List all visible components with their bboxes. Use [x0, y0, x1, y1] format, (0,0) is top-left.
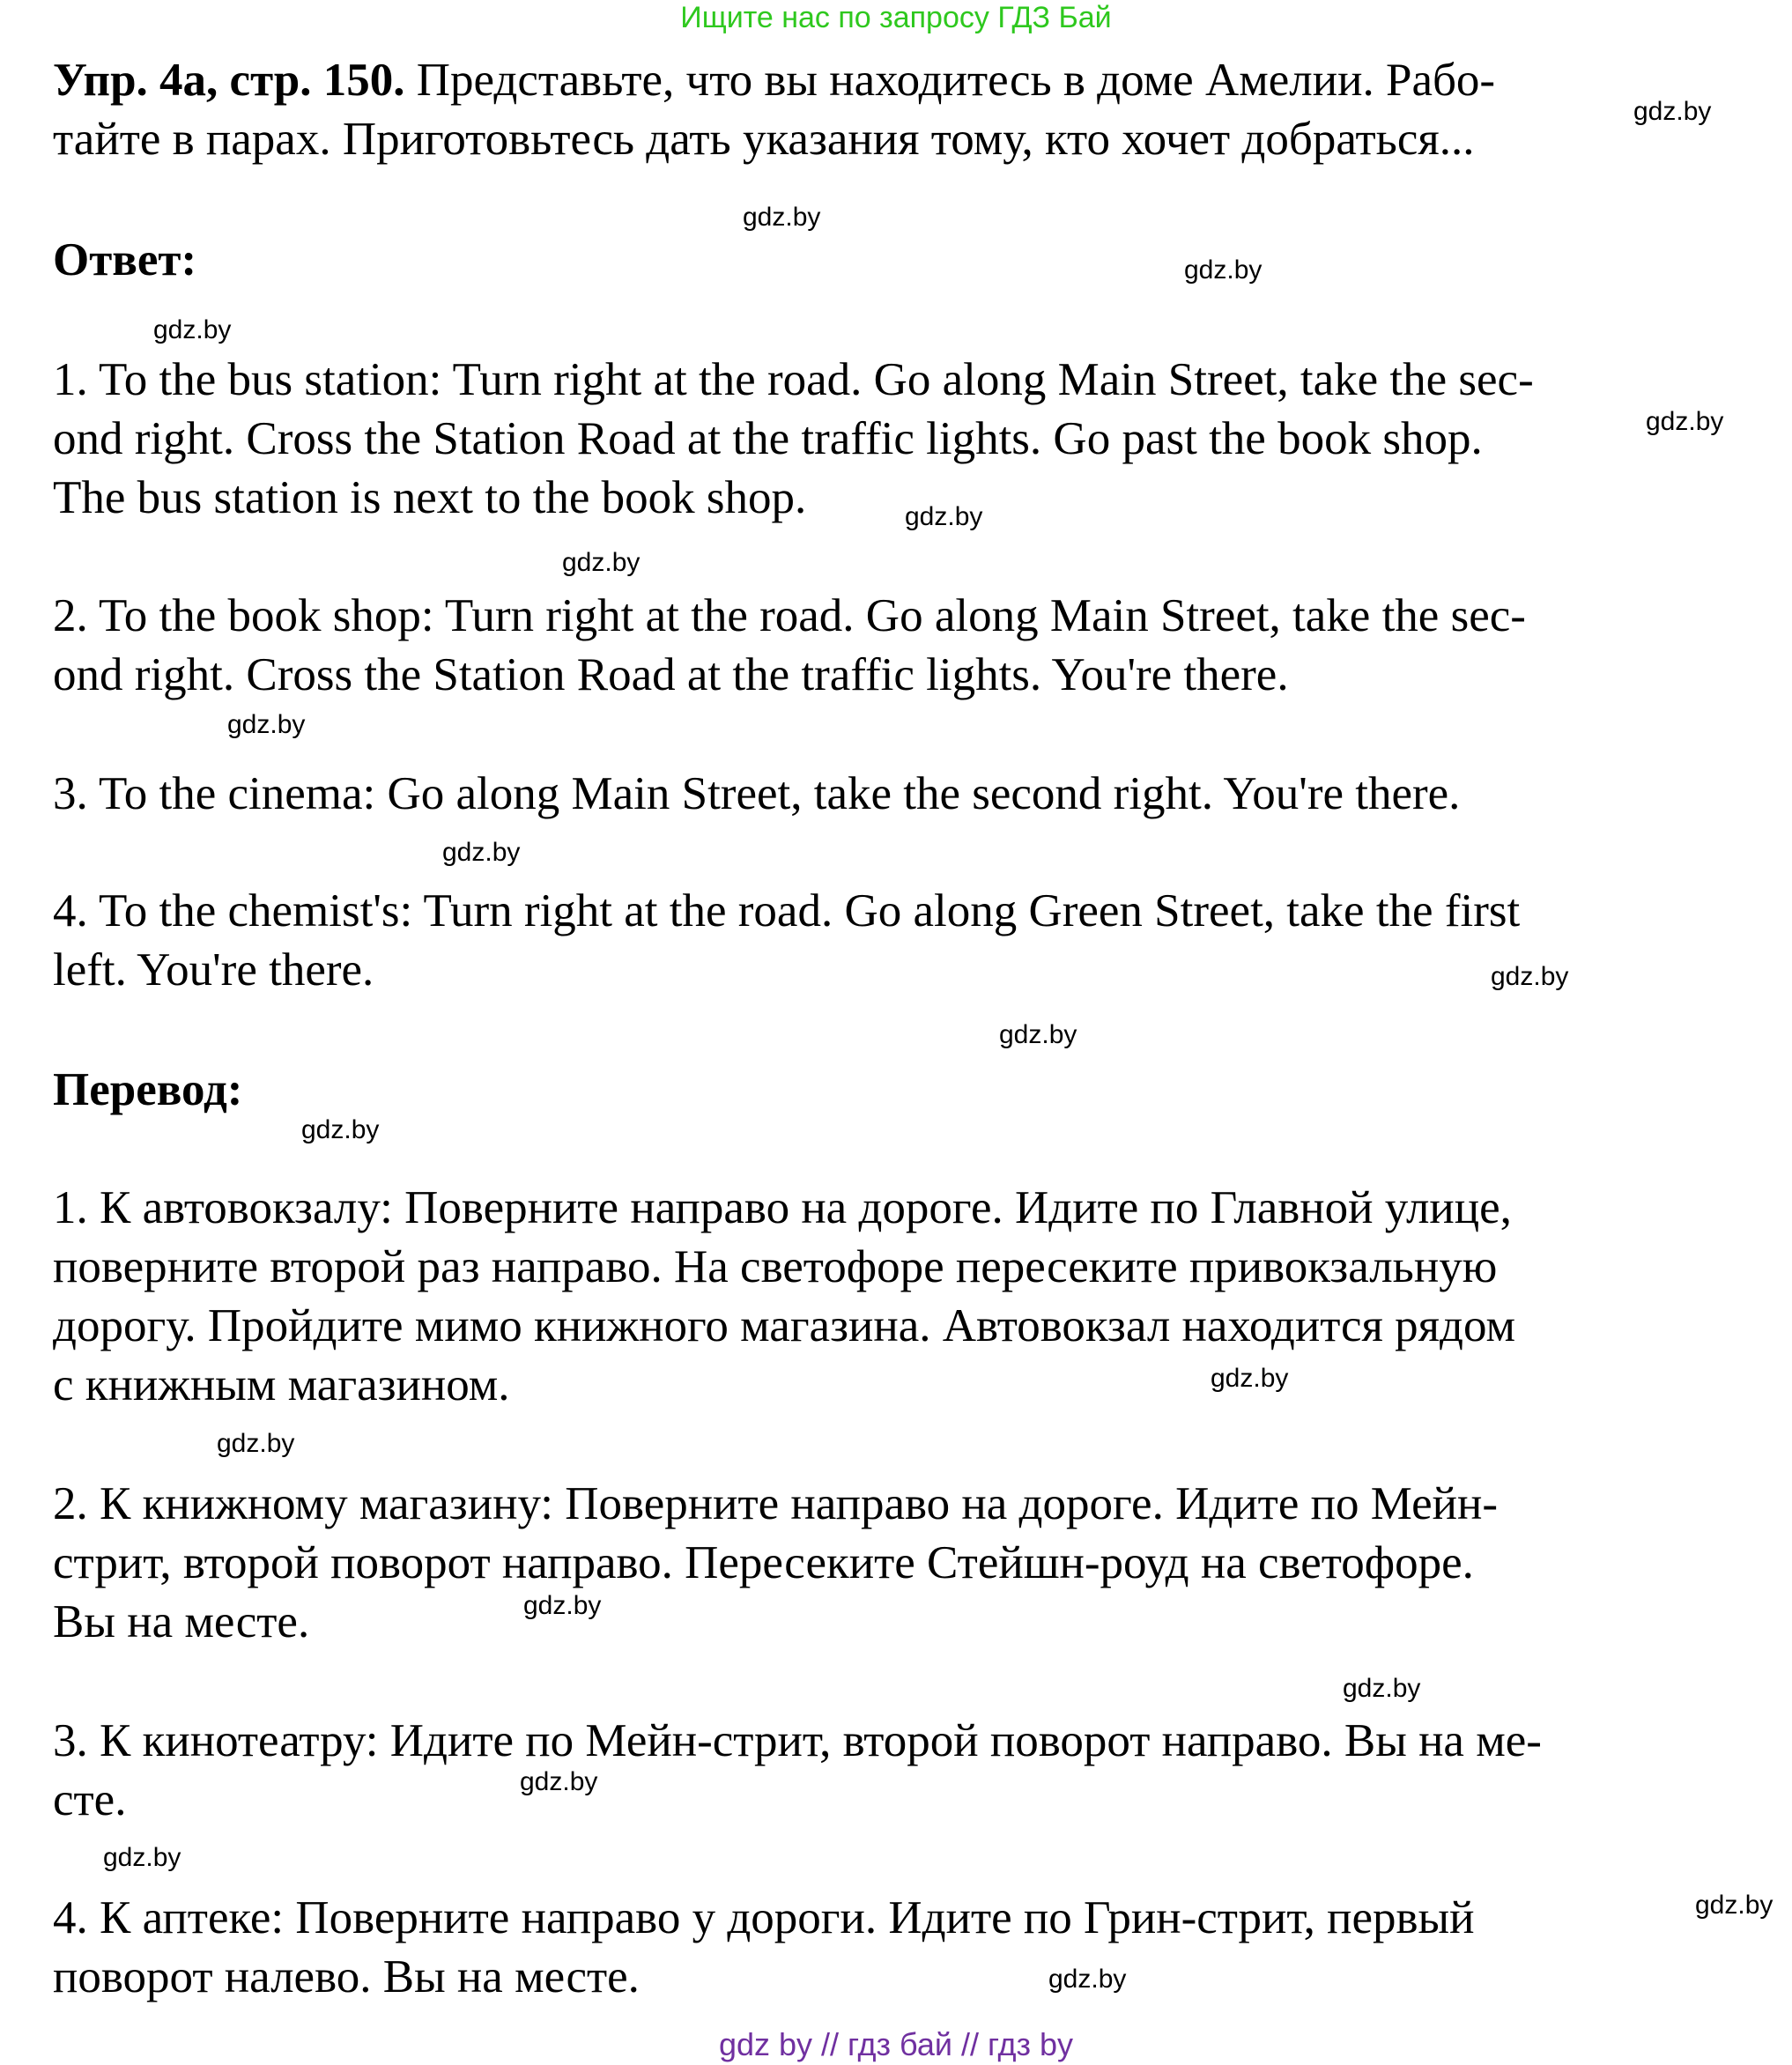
watermark: gdz.by: [1633, 97, 1712, 126]
watermark: gdz.by: [1211, 1364, 1289, 1393]
search-hint-banner: Ищите нас по запросу ГДЗ Бай: [680, 1, 1112, 34]
translation-4-line-1: 4. К аптеке: Поверните направо у дороги. Идите по Грин-стрит, первый: [53, 1892, 1475, 1943]
task-text-1: Представьте, что вы находитесь в доме Амелии. Рабо-: [416, 55, 1496, 106]
watermark: gdz.by: [1491, 962, 1569, 991]
watermark: gdz.by: [905, 502, 983, 531]
answer-3-line-1: 3. To the cinema: Go along Main Street, take the second right. You're there.: [53, 768, 1461, 819]
watermark: gdz.by: [1184, 255, 1263, 285]
watermark: gdz.by: [217, 1429, 295, 1458]
answer-2-line-2: ond right. Cross the Station Road at the traffic lights. You're there.: [53, 649, 1289, 700]
translation-2-line-1: 2. К книжному магазину: Поверните направо на дороге. Идите по Мейн-: [53, 1478, 1499, 1529]
watermark: gdz.by: [301, 1115, 380, 1144]
task-label: Упр. 4a, стр. 150.: [53, 55, 405, 106]
watermark: gdz.by: [562, 548, 641, 577]
watermark: gdz.by: [1343, 1674, 1421, 1703]
translation-3-line-1: 3. К кинотеатру: Идите по Мейн-стрит, второй поворот направо. Вы на ме-: [53, 1715, 1542, 1766]
translation-1-line-3: дорогу. Пройдите мимо книжного магазина. Автовокзал находится рядом: [53, 1300, 1516, 1351]
translation-1-line-1: 1. К автовокзалу: Поверните направо на дороге. Идите по Главной улице,: [53, 1182, 1512, 1233]
translation-heading: Перевод:: [53, 1064, 243, 1115]
watermark: gdz.by: [1646, 407, 1724, 436]
footer-links: gdz by // гдз бай // гдз by: [718, 2026, 1074, 2062]
watermark: gdz.by: [442, 838, 521, 867]
watermark: gdz.by: [153, 315, 232, 344]
answer-4-line-2: left. You're there.: [53, 944, 374, 995]
watermark: gdz.by: [1048, 1965, 1127, 1994]
watermark: gdz.by: [520, 1767, 598, 1796]
answer-heading: Ответ:: [53, 234, 197, 285]
answer-1-line-1: 1. To the bus station: Turn right at the road. Go along Main Street, take the sec-: [53, 354, 1534, 405]
translation-4-line-2: поворот налево. Вы на месте.: [53, 1951, 640, 2002]
answer-2-line-1: 2. To the book shop: Turn right at the road. Go along Main Street, take the sec-: [53, 590, 1526, 641]
watermark: gdz.by: [1695, 1891, 1773, 1920]
translation-1-line-4: с книжным магазином.: [53, 1359, 510, 1410]
answer-4-line-1: 4. To the chemist's: Turn right at the road. Go along Green Street, take the first: [53, 885, 1521, 936]
task-line-2: тайте в парах. Приготовьтесь дать указания тому, кто хочет добраться...: [53, 114, 1475, 165]
answer-1-line-3: The bus station is next to the book shop.: [53, 472, 807, 523]
answer-1-line-2: ond right. Cross the Station Road at the traffic lights. Go past the book shop.: [53, 413, 1483, 464]
watermark: gdz.by: [227, 710, 306, 739]
watermark: gdz.by: [523, 1591, 602, 1620]
watermark: gdz.by: [999, 1020, 1077, 1049]
translation-3-line-2: сте.: [53, 1774, 127, 1825]
watermark: gdz.by: [743, 203, 821, 232]
translation-2-line-3: Вы на месте.: [53, 1596, 310, 1647]
translation-1-line-2: поверните второй раз направо. На светофоре пересеките привокзальную: [53, 1241, 1498, 1292]
watermark: gdz.by: [103, 1843, 181, 1872]
task-line-1: [53, 51, 1495, 110]
translation-2-line-2: стрит, второй поворот направо. Пересеките Стейшн-роуд на светофоре.: [53, 1537, 1474, 1588]
